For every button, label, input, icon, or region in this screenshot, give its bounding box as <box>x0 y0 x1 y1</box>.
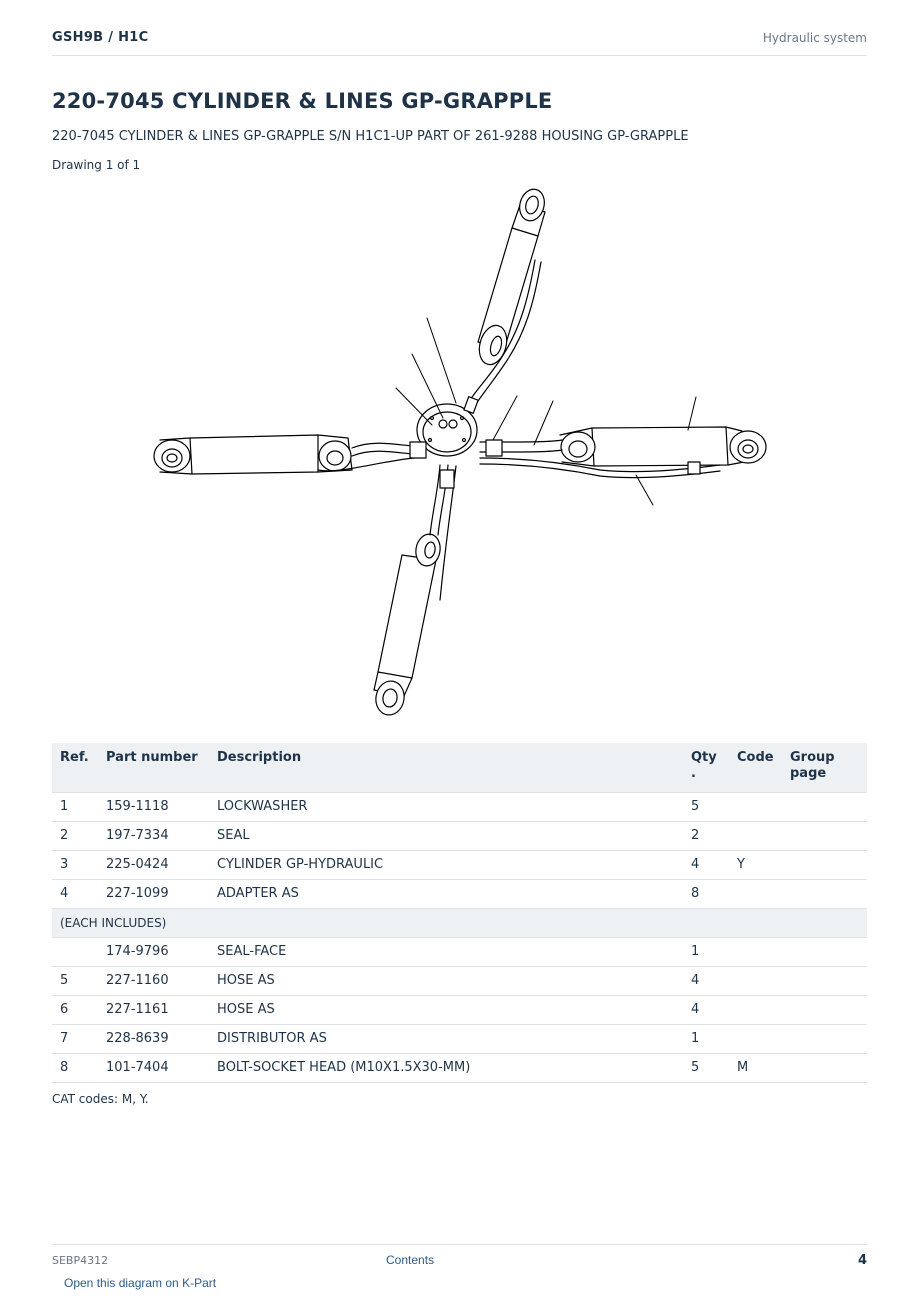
kpart-link[interactable]: Open this diagram on K-Part <box>64 1276 217 1290</box>
part-number-cell: 174-9796 <box>98 937 209 966</box>
table-row <box>52 850 867 879</box>
group-page-cell <box>782 1024 867 1053</box>
part-number-cell: 159-1118 <box>98 792 209 821</box>
section-label: Hydraulic system <box>762 31 867 45</box>
qty-cell: 5 <box>683 1053 729 1082</box>
cat-codes-note: CAT codes: M, Y. <box>52 1092 149 1106</box>
group-page-cell <box>782 1053 867 1082</box>
part-number-cell: 227-1160 <box>98 966 209 995</box>
table-row <box>52 995 867 1024</box>
ref-cell <box>52 937 98 966</box>
qty-cell: 1 <box>683 1024 729 1053</box>
cylinder-bottom <box>373 465 456 717</box>
page-title: 220-7045 CYLINDER & LINES GP-GRAPPLE <box>52 89 553 113</box>
code-cell <box>729 966 782 995</box>
group-page-cell <box>782 792 867 821</box>
ref-cell: 6 <box>52 995 98 1024</box>
col-part-number: Part number <box>98 743 209 792</box>
table-row <box>52 879 867 908</box>
part-number-cell: 101-7404 <box>98 1053 209 1082</box>
table-header-row <box>52 743 867 792</box>
table-row <box>52 821 867 850</box>
qty-cell: 4 <box>683 966 729 995</box>
ref-cell: 7 <box>52 1024 98 1053</box>
page-header <box>52 28 867 56</box>
ref-cell: 2 <box>52 821 98 850</box>
col-code: Code <box>729 743 782 792</box>
group-page-cell <box>782 966 867 995</box>
col-qty: Qty . <box>683 743 729 792</box>
description-cell: SEAL-FACE <box>209 937 683 966</box>
code-cell: M <box>729 1053 782 1082</box>
description-cell: SEAL <box>209 821 683 850</box>
page-number: 4 <box>857 1253 867 1268</box>
group-page-cell <box>782 821 867 850</box>
group-page-cell <box>782 995 867 1024</box>
doc-id: SEBP4312 <box>52 1254 109 1267</box>
note-cell: (EACH INCLUDES) <box>52 908 867 937</box>
code-cell <box>729 937 782 966</box>
description-cell: LOCKWASHER <box>209 792 683 821</box>
qty-cell: 4 <box>683 995 729 1024</box>
col-group-page: Group page <box>782 743 867 792</box>
cylinder-left <box>154 435 426 474</box>
col-description: Description <box>209 743 683 792</box>
ref-cell: 8 <box>52 1053 98 1082</box>
ref-cell: 4 <box>52 879 98 908</box>
code-cell <box>729 792 782 821</box>
qty-cell: 5 <box>683 792 729 821</box>
code-cell <box>729 995 782 1024</box>
qty-cell: 8 <box>683 879 729 908</box>
description-cell: CYLINDER GP-HYDRAULIC <box>209 850 683 879</box>
part-number-cell: 228-8639 <box>98 1024 209 1053</box>
part-number-cell: 197-7334 <box>98 821 209 850</box>
ref-cell: 1 <box>52 792 98 821</box>
group-page-cell <box>782 850 867 879</box>
code-cell <box>729 879 782 908</box>
parts-diagram <box>130 180 790 725</box>
code-cell <box>729 821 782 850</box>
qty-cell: 4 <box>683 850 729 879</box>
table-row <box>52 937 867 966</box>
description-cell: HOSE AS <box>209 995 683 1024</box>
parts-table-body <box>52 792 867 1082</box>
table-row <box>52 1024 867 1053</box>
cylinder-right <box>480 427 766 478</box>
table-row <box>52 1053 867 1082</box>
qty-cell: 2 <box>683 821 729 850</box>
code-cell: Y <box>729 850 782 879</box>
parts-table <box>52 743 867 1083</box>
part-number-cell: 225-0424 <box>98 850 209 879</box>
part-number-cell: 227-1161 <box>98 995 209 1024</box>
qty-cell: 1 <box>683 937 729 966</box>
group-page-cell <box>782 937 867 966</box>
col-ref: Ref. <box>52 743 98 792</box>
page-footer <box>52 1244 867 1274</box>
description-cell: ADAPTER AS <box>209 879 683 908</box>
description-cell: BOLT-SOCKET HEAD (M10X1.5X30-MM) <box>209 1053 683 1082</box>
ref-cell: 3 <box>52 850 98 879</box>
contents-link[interactable]: Contents <box>386 1253 435 1267</box>
drawing-count: Drawing 1 of 1 <box>52 158 141 172</box>
table-row <box>52 966 867 995</box>
part-number-cell: 227-1099 <box>98 879 209 908</box>
code-cell <box>729 1024 782 1053</box>
description-cell: HOSE AS <box>209 966 683 995</box>
ref-cell: 5 <box>52 966 98 995</box>
page-subtitle: 220-7045 CYLINDER & LINES GP-GRAPPLE S/N H1C1-UP PART OF 261-9288 HOUSING GP-GRAPPLE <box>52 129 689 144</box>
description-cell: DISTRIBUTOR AS <box>209 1024 683 1053</box>
model-label: GSH9B / H1C <box>52 30 149 45</box>
group-page-cell <box>782 879 867 908</box>
table-row <box>52 792 867 821</box>
cylinder-top <box>464 186 548 413</box>
table-note-row <box>52 908 867 937</box>
